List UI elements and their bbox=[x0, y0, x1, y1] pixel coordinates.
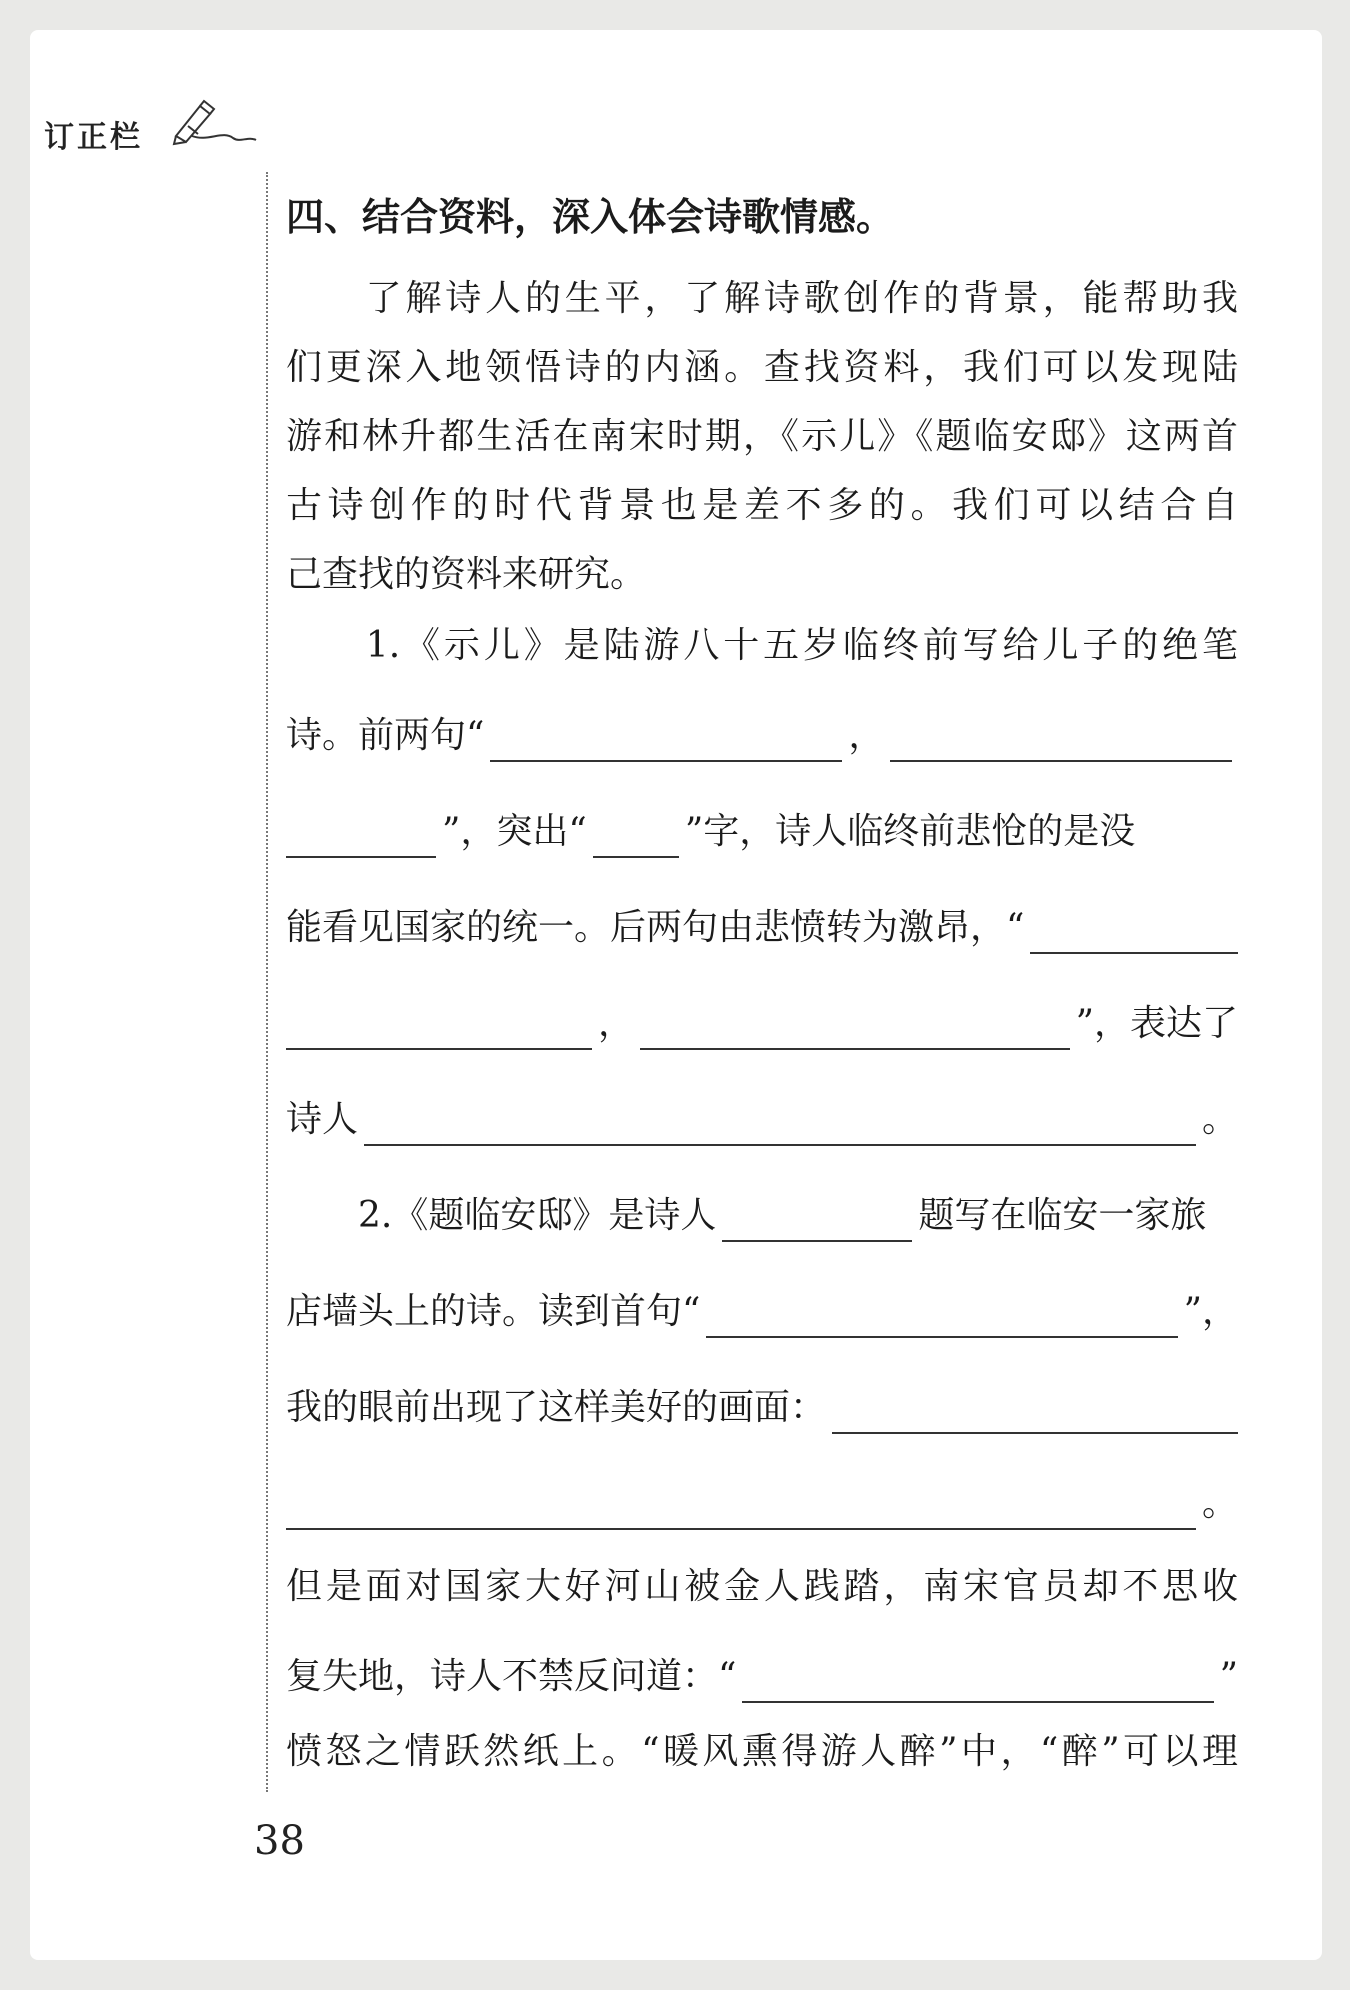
q1-line bbox=[286, 776, 1238, 872]
answer-blank[interactable] bbox=[832, 1432, 1238, 1434]
page-number: 38 bbox=[254, 1818, 305, 1864]
q2-text: 题写在临安一家旅 bbox=[918, 1195, 1207, 1236]
content bbox=[286, 180, 1238, 1786]
answer-blank[interactable] bbox=[890, 760, 1232, 762]
q2-text: 店墙头上的诗。读到首句“ bbox=[286, 1291, 701, 1332]
q2-line bbox=[286, 1621, 1238, 1717]
intro-line: 己查找的资料来研究。 bbox=[286, 554, 647, 595]
q1-text: 。 bbox=[1201, 1099, 1238, 1140]
q1-text: ”，突出“ bbox=[442, 811, 587, 852]
q2-text: 但是面对国家大好河山被金人践踏，南宋官员却不思收 bbox=[286, 1566, 1238, 1607]
intro-line: 游和林升都生活在南宋时期，《示儿》《题临安邸》这两首 bbox=[286, 416, 1238, 457]
q2-line bbox=[286, 1448, 1238, 1544]
q2-line bbox=[286, 1552, 1238, 1621]
answer-blank[interactable] bbox=[364, 1144, 1196, 1146]
q2-text: ”， bbox=[1183, 1291, 1238, 1332]
q2-line bbox=[286, 1160, 1238, 1256]
q1-text: 诗人 bbox=[286, 1099, 359, 1140]
answer-blank[interactable] bbox=[593, 856, 679, 858]
intro-paragraph bbox=[286, 264, 1238, 609]
intro-line: 古诗创作的时代背景也是差不多的。我们可以结合自 bbox=[286, 485, 1238, 526]
answer-blank[interactable] bbox=[490, 760, 842, 762]
q1-text: 能看见国家的统一。后两句由悲愤转为激昂，“ bbox=[286, 907, 1025, 948]
answer-blank[interactable] bbox=[706, 1336, 1177, 1338]
q2-line bbox=[286, 1352, 1238, 1448]
intro-line: 了解诗人的生平，了解诗歌创作的背景，能帮助我 bbox=[286, 278, 1238, 319]
q2-text: 复失地，诗人不禁反问道：“ bbox=[286, 1656, 737, 1697]
q2-line bbox=[286, 1256, 1238, 1352]
q1-text: 1.《示儿》是陆游八十五岁临终前写给儿子的绝笔 bbox=[286, 625, 1238, 666]
q1-text: 诗。前两句“ bbox=[286, 715, 485, 756]
answer-blank[interactable] bbox=[640, 1048, 1070, 1050]
answer-blank[interactable] bbox=[286, 1048, 592, 1050]
answer-blank[interactable] bbox=[722, 1240, 912, 1242]
q1-text: ”字，诗人临终前悲怆的是没 bbox=[684, 811, 1136, 852]
q1-line bbox=[286, 611, 1238, 680]
q2-text: 。 bbox=[1201, 1483, 1238, 1524]
q2-text: 愤怒之情跃然纸上。“暖风熏得游人醉”中，“醉”可以理 bbox=[286, 1731, 1238, 1772]
dotted-divider bbox=[266, 172, 268, 1792]
answer-blank[interactable] bbox=[286, 1528, 1196, 1530]
q1-line bbox=[286, 872, 1238, 968]
q2-line bbox=[286, 1717, 1238, 1786]
q2-text: 2.《题临安邸》是诗人 bbox=[286, 1195, 717, 1236]
q1-line bbox=[286, 680, 1238, 776]
q1-line bbox=[286, 1064, 1238, 1160]
section-heading: 四、结合资料，深入体会诗歌情感。 bbox=[286, 195, 895, 239]
q2-text: 我的眼前出现了这样美好的画面： bbox=[286, 1387, 827, 1428]
q1-text: ”，表达了 bbox=[1075, 1003, 1238, 1044]
answer-blank[interactable] bbox=[742, 1701, 1213, 1703]
correction-column-label: 订正栏 bbox=[44, 120, 143, 155]
answer-blank[interactable] bbox=[286, 856, 436, 858]
pencil-icon bbox=[168, 96, 258, 146]
q1-line bbox=[286, 968, 1238, 1064]
intro-line: 们更深入地领悟诗的内涵。查找资料，我们可以发现陆 bbox=[286, 347, 1238, 388]
q1-text: ， bbox=[848, 715, 885, 756]
answer-blank[interactable] bbox=[1030, 952, 1238, 954]
q1-text: ， bbox=[598, 1003, 635, 1044]
q2-text: ” bbox=[1219, 1656, 1238, 1697]
